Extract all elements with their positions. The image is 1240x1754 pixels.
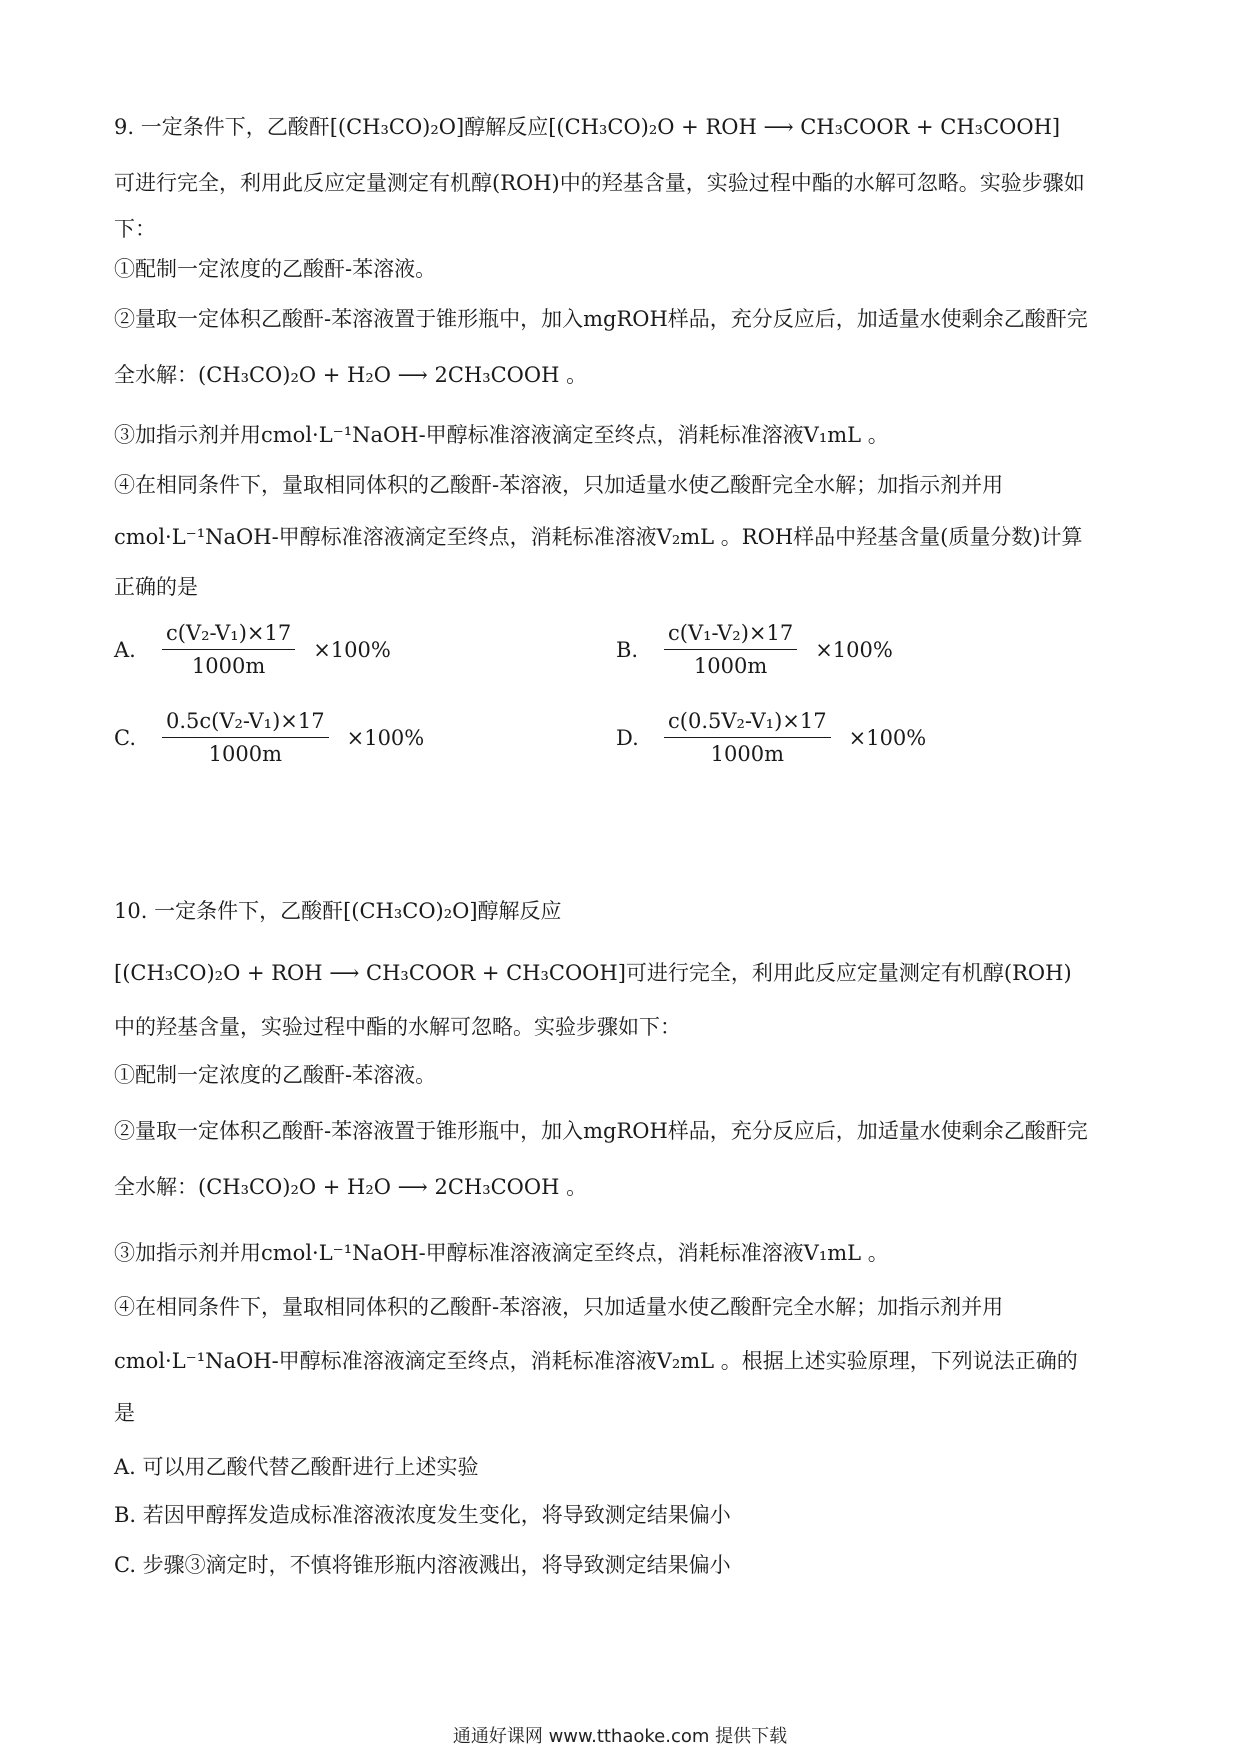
q9-step-2-line-1: ②量取一定体积乙酸酐-苯溶液置于锥形瓶中，加入mgROH样品，充分反应后，加适量水使剩余乙酸酐完 <box>114 307 1088 331</box>
q9-stem-line-2: 可进行完全，利用此反应定量测定有机醇(ROH)中的羟基含量，实验过程中酯的水解可忽略。实验步骤如 <box>114 171 1085 195</box>
fraction-denominator: 1000m <box>191 654 266 678</box>
q10-step-4-line-1: ④在相同条件下，量取相同体积的乙酸酐-苯溶液，只加适量水使乙酸酐完全水解；加指示剂并用 <box>114 1295 1004 1319</box>
formula-fraction <box>664 708 831 767</box>
option-label: A. <box>114 637 136 662</box>
q9-option-d[interactable] <box>616 708 926 767</box>
q10-stem-line-1: 10. 一定条件下，乙酸酐[(CH₃CO)₂O]醇解反应 <box>114 899 562 923</box>
q9-stem-line-3: 下： <box>114 217 156 241</box>
fraction-suffix: ×100% <box>313 637 391 662</box>
option-label: D. <box>616 725 639 750</box>
option-label: B. <box>616 637 639 662</box>
fraction-suffix: ×100% <box>346 725 425 750</box>
q10-question: 是 <box>114 1401 135 1425</box>
q10-step-2-line-2: 全水解：(CH₃CO)₂O + H₂O ⟶ 2CH₃COOH 。 <box>114 1175 588 1199</box>
fraction-suffix: ×100% <box>848 725 927 750</box>
q10-option-b[interactable]: B. 若因甲醇挥发造成标准溶液浓度发生变化，将导致测定结果偏小 <box>114 1503 731 1527</box>
fraction-numerator: c(V₂-V₁)×17 <box>162 620 295 650</box>
q9-step-1: ①配制一定浓度的乙酸酐-苯溶液。 <box>114 257 437 281</box>
q9-option-b[interactable] <box>616 620 893 679</box>
q10-step-1: ①配制一定浓度的乙酸酐-苯溶液。 <box>114 1063 437 1087</box>
page-footer: 通通好课网 www.tthaoke.com 提供下载 <box>452 1726 788 1747</box>
q9-option-c[interactable] <box>114 708 424 767</box>
q10-stem-line-2: [(CH₃CO)₂O + ROH ⟶ CH₃COOR + CH₃COOH]可进行完全，利用此反应定量测定有机醇(ROH) <box>114 961 1072 985</box>
q10-step-2-line-1: ②量取一定体积乙酸酐-苯溶液置于锥形瓶中，加入mgROH样品，充分反应后，加适量水使剩余乙酸酐完 <box>114 1119 1088 1143</box>
fraction-numerator: c(V₁-V₂)×17 <box>664 620 797 650</box>
q9-option-a[interactable] <box>114 620 391 679</box>
q10-option-c[interactable]: C. 步骤③滴定时，不慎将锥形瓶内溶液溅出，将导致测定结果偏小 <box>114 1553 731 1577</box>
fraction-denominator: 1000m <box>208 742 282 766</box>
q9-step-3: ③加指示剂并用cmol·L⁻¹NaOH-甲醇标准溶液滴定至终点，消耗标准溶液V₁mL 。 <box>114 423 889 447</box>
q10-step-4-line-2: cmol·L⁻¹NaOH-甲醇标准溶液滴定至终点，消耗标准溶液V₂mL 。根据上述实验原理，下列说法正确的 <box>114 1349 1078 1373</box>
q9-step-4-line-2: cmol·L⁻¹NaOH-甲醇标准溶液滴定至终点，消耗标准溶液V₂mL 。ROH样品中羟基含量(质量分数)计算 <box>114 525 1083 549</box>
formula-fraction <box>664 620 797 679</box>
fraction-denominator: 1000m <box>710 742 784 766</box>
q10-stem-line-3: 中的羟基含量，实验过程中酯的水解可忽略。实验步骤如下： <box>114 1015 681 1039</box>
q10-step-3: ③加指示剂并用cmol·L⁻¹NaOH-甲醇标准溶液滴定至终点，消耗标准溶液V₁mL 。 <box>114 1241 889 1265</box>
fraction-denominator: 1000m <box>693 654 768 678</box>
q9-stem-line-1: 9. 一定条件下，乙酸酐[(CH₃CO)₂O]醇解反应[(CH₃CO)₂O + ROH ⟶ CH₃COOR + CH₃COOH] <box>114 115 1061 139</box>
option-label: C. <box>114 725 136 750</box>
q9-step-4-line-1: ④在相同条件下，量取相同体积的乙酸酐-苯溶液，只加适量水使乙酸酐完全水解；加指示剂并用 <box>114 473 1004 497</box>
fraction-suffix: ×100% <box>815 637 893 662</box>
q9-question: 正确的是 <box>114 575 198 599</box>
q9-step-2-line-2: 全水解：(CH₃CO)₂O + H₂O ⟶ 2CH₃COOH 。 <box>114 363 588 387</box>
formula-fraction <box>162 620 295 679</box>
fraction-numerator: 0.5c(V₂-V₁)×17 <box>162 708 329 738</box>
fraction-numerator: c(0.5V₂-V₁)×17 <box>664 708 831 738</box>
formula-fraction <box>162 708 329 767</box>
q10-option-a[interactable]: A. 可以用乙酸代替乙酸酐进行上述实验 <box>114 1455 479 1479</box>
